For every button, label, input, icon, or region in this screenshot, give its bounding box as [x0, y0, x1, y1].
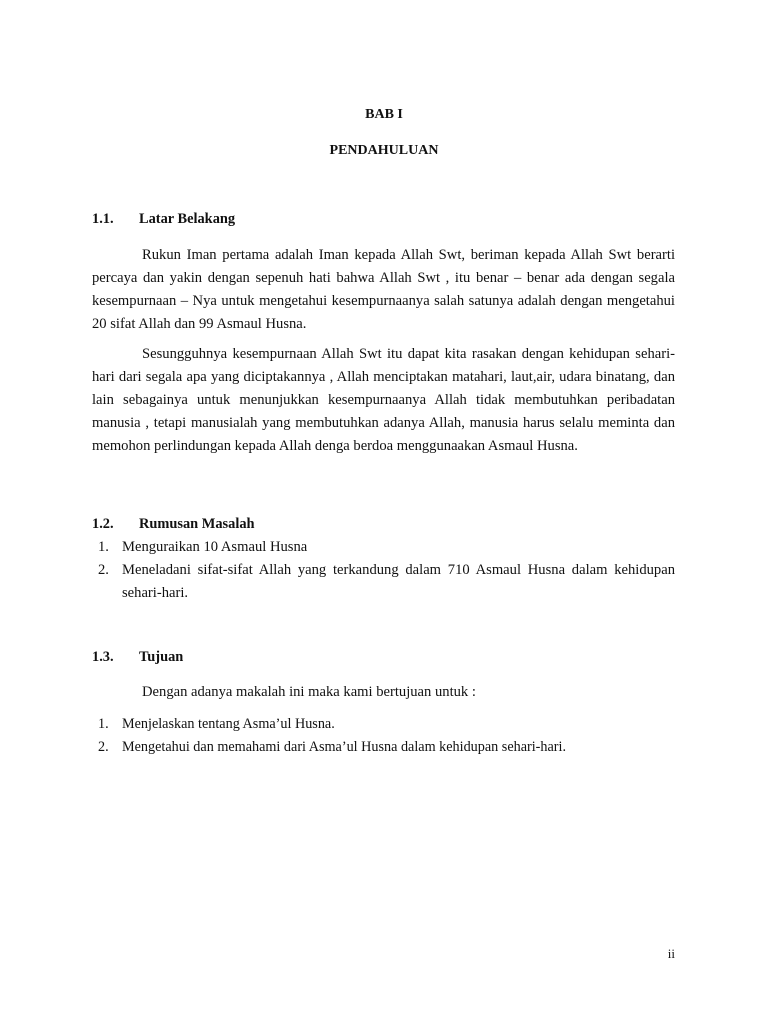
- list-item-text: Menguraikan 10 Asmaul Husna: [122, 539, 308, 555]
- chapter-title: PENDAHULUAN: [329, 143, 439, 158]
- section-title: Latar Belakang: [139, 211, 236, 227]
- list-marker: 2.: [98, 739, 109, 755]
- section-number: 1.2.: [92, 516, 114, 532]
- section-heading-rumusan-masalah: [92, 516, 255, 533]
- list-marker: 2.: [98, 562, 109, 578]
- section-title: Rumusan Masalah: [139, 516, 255, 532]
- problem-list: [92, 536, 675, 605]
- section-number: 1.1.: [92, 211, 114, 227]
- page-number: ii: [667, 946, 675, 961]
- list-item: [92, 736, 675, 759]
- list-marker: 1.: [98, 716, 109, 732]
- list-marker: 1.: [98, 539, 109, 555]
- paragraph: Rukun Iman pertama adalah Iman kepada Allah Swt, beriman kepada Allah Swt berarti percaya dan yakin dengan sepenuh hati bahwa Allah Swt , itu benar – benar ada dengan segala kesempurnaan – Nya untuk mengetahui kesempurnaanya salah satunya adalah dengan mengetahui 20 sifat Allah dan 99 Asmaul Husna.: [92, 247, 675, 332]
- section-intro: Dengan adanya makalah ini maka kami bertujuan untuk :: [142, 684, 476, 700]
- list-item-text: Menjelaskan tentang Asma’ul Husna.: [122, 716, 335, 732]
- list-item-text: Meneladani sifat-sifat Allah yang terkandung dalam 710 Asmaul Husna dalam kehidupan sehari-hari.: [122, 562, 675, 601]
- list-item-text: Mengetahui dan memahami dari Asma’ul Husna dalam kehidupan sehari-hari.: [122, 739, 567, 755]
- list-item: [92, 536, 675, 559]
- objective-list: [92, 713, 675, 759]
- section-number: 1.3.: [92, 649, 114, 665]
- paragraph: Sesungguhnya kesempurnaan Allah Swt itu dapat kita rasakan dengan kehidupan sehari-hari dari segala apa yang diciptakannya , Allah menciptakan matahari, laut,air, udara binatang, dan lain sebagainya untuk menunjukkan kesempurnaanya Allah tidak membutuhkan peribadatan manusia , tetapi manusialah yang membutuhkan adanya Allah, manusia harus selalu meminta dan memohon perlindungan kepada Allah denga berdoa menggunaakan Asmaul Husna.: [92, 346, 675, 454]
- list-item: [92, 713, 675, 736]
- section-heading-latar-belakang: [92, 211, 235, 228]
- chapter-label: BAB I: [365, 107, 403, 122]
- list-item: [92, 559, 675, 605]
- section-heading-tujuan: [92, 649, 183, 666]
- section-title: Tujuan: [139, 649, 184, 665]
